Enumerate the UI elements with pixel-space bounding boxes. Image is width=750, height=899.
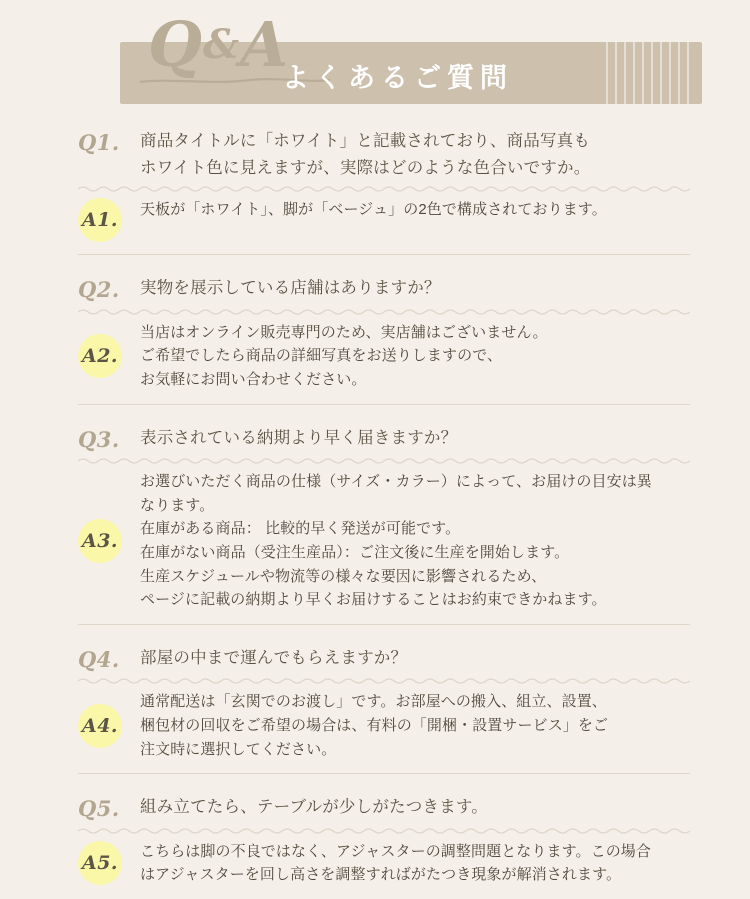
faq-answer	[78, 466, 690, 618]
wave-divider-icon	[78, 185, 690, 192]
question-line: 商品タイトルに「ホワイト」と記載されており、商品写真も	[140, 132, 591, 150]
answer-label: A1.	[78, 198, 122, 242]
question-line: 実物を展示している店舗はありますか？	[140, 279, 441, 298]
faq-answer	[78, 194, 690, 248]
qa-logo-q: Q	[148, 8, 204, 81]
answer-line: なります。	[140, 496, 215, 514]
page-header	[0, 0, 750, 118]
faq-answer	[78, 836, 690, 893]
faq-item	[78, 419, 690, 639]
answer-label-wrap	[78, 519, 140, 563]
faq-answer	[78, 317, 690, 398]
answer-text	[140, 321, 690, 392]
wave-divider-icon	[78, 308, 690, 315]
answer-line: ページに記載の納期より早くお届けすることはお約束できかねます。	[140, 591, 607, 609]
section-divider	[78, 404, 690, 405]
answer-line: こちらは脚の不良ではなく、アジャスターの調整問題となります。この場合	[140, 842, 652, 860]
question-label: Q5.	[78, 796, 120, 822]
answer-text	[140, 690, 690, 761]
wave-divider-icon	[78, 827, 690, 834]
question-text	[140, 794, 690, 821]
answer-line: 在庫がない商品（受注生産品）：ご注文後に生産を開始します。	[140, 544, 570, 562]
section-divider	[78, 773, 690, 774]
answer-line: 注文時に選択してください。	[140, 740, 337, 758]
answer-label: A5.	[78, 841, 122, 885]
faq-list	[78, 122, 690, 899]
question-label: Q4.	[78, 647, 120, 673]
answer-line: 梱包材の回収をご希望の場合は、有料の「開梱・設置サービス」をご	[140, 717, 609, 735]
question-line: 表示されている納期より早く届きますか？	[140, 428, 458, 447]
answer-line: お気軽にお問い合わせください。	[140, 371, 367, 389]
page-title: よくあるご質問	[282, 63, 513, 93]
faq-item	[78, 269, 690, 418]
answer-label: A2.	[78, 334, 122, 378]
answer-text	[140, 840, 690, 887]
answer-line: 天板が「ホワイト」、脚が「ベージュ」の2色で構成されております。	[140, 201, 607, 219]
section-divider	[78, 624, 690, 625]
answer-label-wrap	[78, 704, 140, 748]
answer-line: はアジャスターを回し高さを調整すればがたつき現象が解消されます。	[140, 866, 622, 884]
section-divider	[78, 254, 690, 255]
faq-question	[78, 419, 690, 455]
question-line: ホワイト色に見えますが、実際はどのような色合いですか。	[140, 158, 591, 177]
qa-logo-amp: &	[203, 21, 241, 68]
faq-question	[78, 269, 690, 305]
faq-question	[78, 639, 690, 675]
answer-text	[140, 470, 690, 612]
answer-label: A4.	[78, 704, 122, 748]
answer-text	[140, 198, 690, 222]
faq-question	[78, 122, 690, 183]
question-label: Q2.	[78, 277, 120, 303]
answer-line: 在庫がある商品： 比較的早く発送が可能です。	[140, 520, 461, 538]
answer-line: お選びいただく商品の仕様（サイズ・カラー）によって、お届けの目安は異	[140, 473, 652, 490]
answer-line: 生産スケジュールや物流等の様々な要因に影響されるため、	[140, 567, 547, 585]
question-label: Q3.	[78, 426, 120, 452]
faq-item	[78, 788, 690, 899]
answer-label-wrap	[78, 334, 140, 378]
question-line: 部屋の中まで運んでもらえますか？	[140, 649, 408, 668]
answer-line: 当店はオンライン販売専門のため、実店舗はございません。	[140, 323, 548, 341]
answer-label-wrap	[78, 841, 140, 885]
question-text	[140, 425, 690, 452]
question-text	[140, 275, 690, 302]
answer-line: ご希望でしたら商品の詳細写真をお送りしますので、	[140, 347, 503, 365]
wave-divider-icon	[78, 457, 690, 464]
answer-label-wrap	[78, 198, 140, 242]
answer-line: 通常配送は「玄関でのお渡し」です。お部屋への搬入、組立、設置、	[140, 693, 607, 711]
qa-logo-a: A	[240, 8, 290, 81]
answer-label: A3.	[78, 519, 122, 563]
faq-answer	[78, 686, 690, 767]
qa-logo	[148, 8, 290, 81]
wave-divider-icon	[78, 677, 690, 684]
header-stripes-decoration	[606, 42, 692, 104]
question-text	[140, 645, 690, 672]
faq-item	[78, 639, 690, 788]
question-line: 組み立てたら、テーブルが少しがたつきます。	[140, 798, 488, 817]
question-label: Q1.	[78, 130, 120, 155]
faq-question	[78, 788, 690, 824]
faq-item	[78, 122, 690, 269]
question-text	[140, 128, 690, 181]
